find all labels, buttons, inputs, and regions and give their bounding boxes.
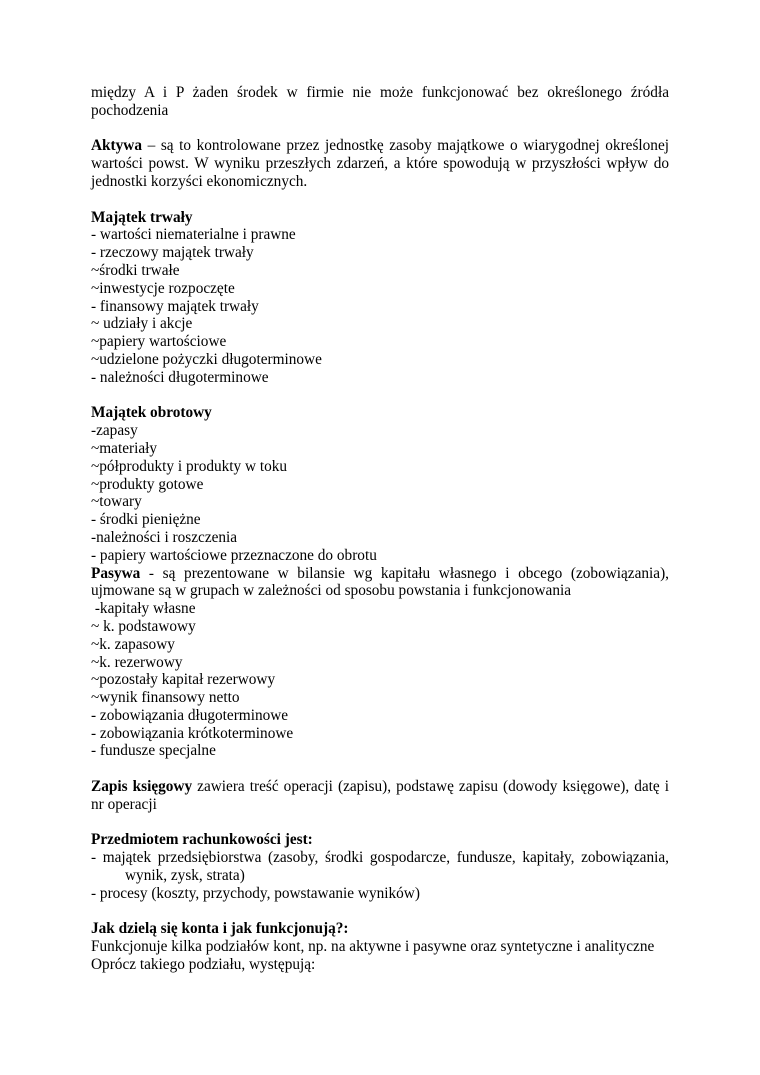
list-item: ~k. rezerwowy (91, 653, 183, 671)
list-item: ~środki trwałe (91, 261, 180, 279)
przedmiot-item-1-line-1: - majątek przedsiębiorstwa (zasoby, środki gospodarcze, fundusze, kapitały, zobowiązania, (91, 849, 669, 867)
list-item: ~k. zapasowy (91, 635, 175, 653)
pasywa-list (91, 600, 669, 760)
pasywa-term: Pasywa (91, 564, 141, 582)
list-item: - wartości niematerialne i prawne (91, 226, 296, 244)
zapis-line-2: nr operacji (91, 795, 157, 813)
pasywa-definition-start: - są prezentowane w bilansie wg kapitału własnego i obcego (zobowiązania), (140, 564, 669, 582)
konta-line-1: Funkcjonuje kilka podziałów kont, np. na aktywne i pasywne oraz syntetyczne i analityczne (91, 938, 655, 956)
list-item: ~półprodukty i produkty w toku (91, 457, 288, 475)
zapis-definition-start: zawiera treść operacji (zapisu), podstawę zapisu (dowody księgowe), datę i (192, 778, 669, 796)
intro-line-2: pochodzenia (91, 101, 169, 119)
przedmiot-heading: Przedmiotem rachunkowości jest: (91, 831, 313, 849)
konta-line-2: Oprócz takiego podziału, występują: (91, 956, 316, 974)
konta-heading: Jak dzielą się konta i jak funkcjonują?: (91, 920, 349, 938)
list-item: ~towary (91, 493, 142, 511)
list-item: - papiery wartościowe przeznaczone do obrotu (91, 546, 377, 564)
list-item: ~ k. podstawowy (91, 617, 196, 635)
majatek-obrotowy-list (91, 422, 669, 564)
aktywa-definition-start: – są to kontrolowane przez jednostkę zasoby majątkowe o wiarygodnej określonej (142, 137, 669, 155)
przedmiot-item-1-line-2: wynik, zysk, strata) (125, 867, 245, 885)
majatek-trwaly-heading: Majątek trwały (91, 208, 193, 226)
list-item: ~ udziały i akcje (91, 315, 193, 333)
list-item: - zobowiązania krótkoterminowe (91, 724, 294, 742)
majatek-trwaly-list (91, 226, 669, 386)
list-item: -kapitały własne (91, 600, 196, 618)
majatek-obrotowy-heading: Majątek obrotowy (91, 404, 212, 422)
aktywa-term: Aktywa (91, 137, 142, 155)
intro-line-1: między A i P żaden środek w firmie nie może funkcjonować bez określonego źródła (91, 84, 669, 101)
zapis-term: Zapis księgowy (91, 778, 193, 796)
przedmiot-item-2: - procesy (koszty, przychody, powstawanie wyników) (91, 884, 420, 902)
list-item: ~papiery wartościowe (91, 333, 227, 351)
list-item: - należności długoterminowe (91, 368, 269, 386)
list-item: - rzeczowy majątek trwały (91, 244, 254, 262)
list-item: -należności i roszczenia (91, 528, 238, 546)
list-item: - fundusze specjalne (91, 742, 216, 760)
list-item: ~wynik finansowy netto (91, 689, 240, 707)
aktywa-line-3: jednostki korzyści ekonomicznych. (91, 172, 308, 190)
zapis-line-1 (91, 778, 669, 796)
list-item: - finansowy majątek trwały (91, 297, 259, 315)
list-item: ~pozostały kapitał rezerwowy (91, 671, 276, 689)
list-item: -zapasy (91, 422, 138, 440)
aktywa-line-2: wartości powst. W wyniku przeszłych zdarzeń, a które spowodują w przyszłości wpływ do (91, 155, 669, 173)
list-item: ~inwestycje rozpoczęte (91, 279, 235, 297)
list-item: - środki pieniężne (91, 511, 201, 529)
list-item: ~produkty gotowe (91, 475, 204, 493)
pasywa-line-2: ujmowane są w grupach w zależności od sposobu powstania i funkcjonowania (91, 582, 572, 600)
list-item: - zobowiązania długoterminowe (91, 706, 289, 724)
document-page (91, 84, 669, 974)
list-item: ~materiały (91, 439, 158, 457)
aktywa-line-1 (91, 137, 669, 155)
list-item: ~udzielone pożyczki długoterminowe (91, 350, 322, 368)
pasywa-line-1 (91, 565, 669, 583)
